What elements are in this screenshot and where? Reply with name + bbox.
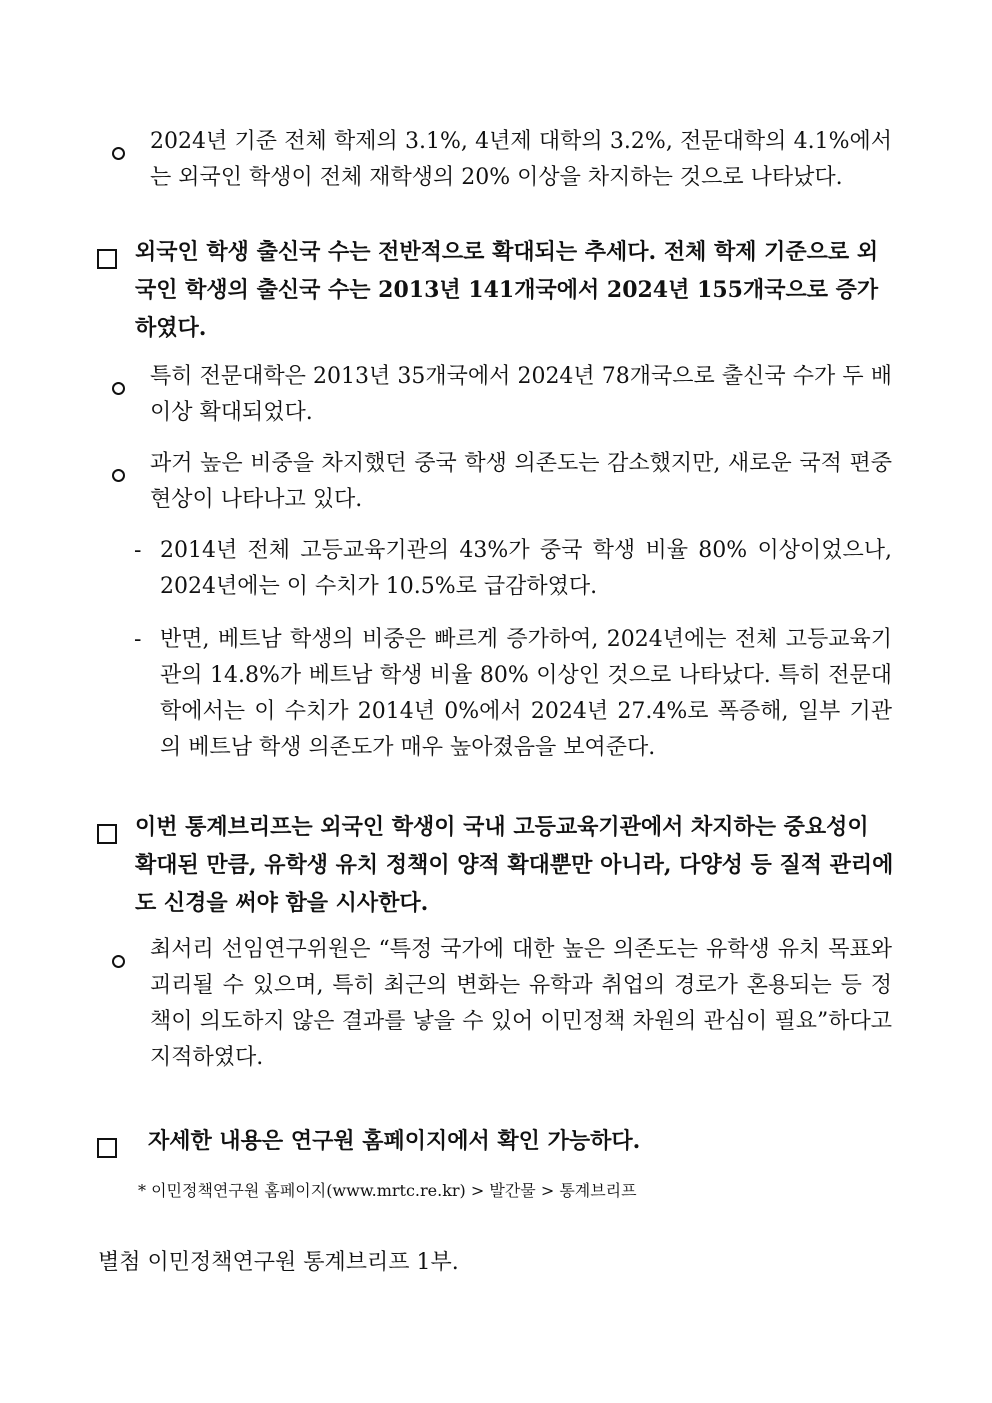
bullet-text: 특히 전문대학은 2013년 35개국에서 2024년 78개국으로 출신국 수가 두 배 이상 확대되었다. [150,364,893,425]
bullet-text: 과거 높은 비중을 차지했던 중국 학생 의존도는 감소했지만, 새로운 국적 편중 현상이 나타나고 있다. [150,451,892,512]
section-heading [135,233,897,347]
circle-bullet-icon [112,136,125,172]
sub-bullet-text: 반면, 베트남 학생의 비중은 빠르게 증가하여, 2024년에는 전체 고등교육기관의 14.8%가 베트남 학생 비율 80% 이상인 것으로 나타났다. 특히 전문대학에서는 이 수치가 2014년 0%에서 2024년 27.4%로 폭증해, 일부 기관의 베트남 학생 의존도가 매우 높아졌음을 보여준다. [160,627,892,760]
checkbox-square-icon [97,818,117,856]
heading-text: 자세한 내용은 연구원 홈페이지에서 확인 가능하다. [148,1128,641,1154]
attachment-note: 별첨 이민정책연구원 통계브리프 1부. [98,1250,459,1275]
heading-text: 이번 통계브리프는 외국인 학생이 국내 고등교육기관에서 차지하는 중요성이 확대된 만큼, 유학생 유치 정책이 양적 확대뿐만 아니라, 다양성 등 질적 관리에도 신경을 써야 함을 시사한다. [135,814,894,916]
bullet-item [150,359,892,431]
dash-bullet: - [134,538,142,563]
bullet-item [150,124,892,196]
sub-bullet-item [134,622,892,766]
footnote: * 이민정책연구원 홈페이지(www.mrtc.re.kr) > 발간물 > 통계브리프 [138,1181,637,1200]
bullet-text: 2024년 기준 전체 학제의 3.1%, 4년제 대학의 3.2%, 전문대학의 4.1%에서는 외국인 학생이 전체 재학생의 20% 이상을 차지하는 것으로 나타났다. [150,129,892,190]
bullet-item [150,446,892,518]
bullet-text: 최서리 선임연구위원은 “특정 국가에 대한 높은 의존도는 유학생 유치 목표와 괴리될 수 있으며, 특히 최근의 변화는 유학과 취업의 경로가 혼용되는 등 정책이 의도하지 않은 결과를 낳을 수 있어 이민정책 차원의 관심이 필요”하다고 지적하였다. [150,937,892,1070]
bullet-item [150,932,892,1076]
dash-bullet: - [134,627,142,652]
circle-bullet-icon [112,371,125,407]
section-heading [148,1122,897,1160]
section-heading [135,808,897,922]
sub-bullet-item [134,533,892,605]
circle-bullet-icon [112,458,125,494]
circle-bullet-icon [112,944,125,980]
heading-text: 외국인 학생 출신국 수는 전반적으로 확대되는 추세다. 전체 학제 기준으로 외국인 학생의 출신국 수는 2013년 141개국에서 2024년 155개국으로 증가하였다. [135,239,879,341]
checkbox-square-icon [97,243,117,281]
sub-bullet-text: 2014년 전체 고등교육기관의 43%가 중국 학생 비율 80% 이상이었으나, 2024년에는 이 수치가 10.5%로 급감하였다. [160,538,892,599]
checkbox-square-icon [97,1132,117,1170]
